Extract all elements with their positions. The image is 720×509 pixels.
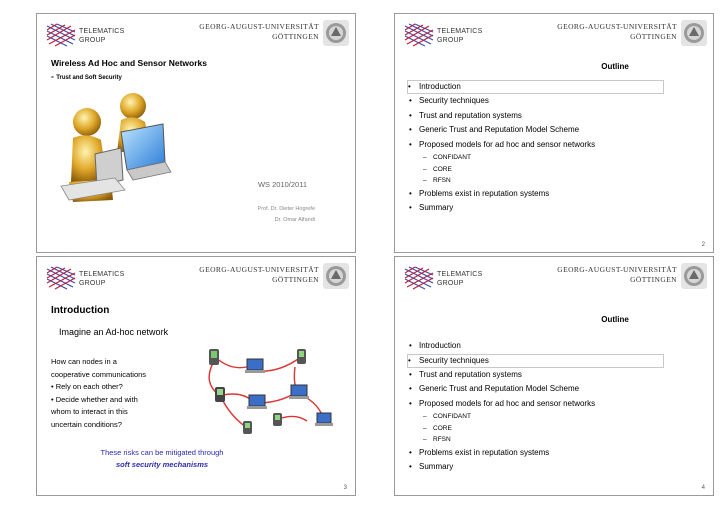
telematics-group-logo (45, 265, 155, 293)
outline-item: • Proposed models for ad hoc and sensor networks (409, 397, 659, 412)
outline-item: • Introduction (409, 339, 659, 354)
slide-outline-2 (394, 256, 714, 496)
figures-with-laptops-image (51, 82, 176, 207)
semester-label: WS 2010/2011 (257, 180, 307, 189)
question-text: How can nodes in a cooperative communications • Rely on each other? • Decide whether and with whom to interact in this uncertain conditions? (51, 357, 147, 429)
presentation-title: Wireless Ad Hoc and Sensor Networks (51, 58, 207, 68)
university-seal-icon (681, 20, 707, 46)
outline-list (409, 80, 659, 216)
university-name: GEORG-AUGUST-UNIVERSITÄT GÖTTINGEN (199, 265, 319, 284)
outline-item: • Generic Trust and Reputation Model Scheme (409, 382, 659, 397)
device-icons (209, 349, 333, 434)
mobile-device-network-image (183, 343, 333, 435)
outline-subitem: – CONFIDANT (409, 152, 659, 164)
group-name: TELEMATICS GROUP (79, 271, 125, 287)
university-seal-icon (323, 263, 349, 289)
page-number: 4 (701, 485, 705, 491)
slide-outline-1 (394, 13, 714, 253)
telematics-grid-logo-icon (403, 265, 435, 291)
outline-item-introduction: • Introduction (407, 80, 664, 94)
outline-item: • Summary (409, 460, 659, 475)
authors: Prof. Dr. Dieter Hogrefe Dr. Omar Alfandi (257, 206, 315, 223)
soft-security-note: These risks can be mitigated through soft security mechanisms (100, 448, 224, 469)
outline-subitem: – CORE (409, 164, 659, 176)
outline-item-security-techniques: • Security techniques (407, 354, 664, 368)
outline-item: • Proposed models for ad hoc and sensor networks (409, 138, 659, 153)
outline-item: • Summary (409, 201, 659, 216)
outline-subitem: – RFSN (409, 175, 659, 187)
outline-title: Outline (601, 62, 629, 71)
telematics-grid-logo-icon (45, 265, 77, 291)
telematics-group-logo (403, 22, 513, 50)
outline-subitem: – CORE (409, 423, 659, 435)
university-name: GEORG-AUGUST-UNIVERSITÄT GÖTTINGEN (557, 22, 677, 41)
outline-list (409, 339, 659, 475)
group-name: TELEMATICS GROUP (79, 28, 125, 44)
slide-subheading: Imagine an Ad-hoc network (59, 327, 169, 337)
presentation-subtitle: - Trust and Soft Security (51, 71, 122, 81)
outline-item: • Problems exist in reputation systems (409, 446, 659, 461)
university-seal-icon (681, 263, 707, 289)
group-name: TELEMATICS GROUP (437, 271, 483, 287)
telematics-grid-logo-icon (45, 22, 77, 48)
outline-item: • Problems exist in reputation systems (409, 187, 659, 202)
university-name: GEORG-AUGUST-UNIVERSITÄT GÖTTINGEN (557, 265, 677, 284)
outline-item: • Trust and reputation systems (409, 109, 659, 124)
slide-heading: Introduction (51, 305, 110, 316)
outline-item: • Trust and reputation systems (409, 368, 659, 383)
page-number: 2 (701, 242, 705, 248)
slide-title (36, 13, 356, 253)
group-name: TELEMATICS GROUP (437, 28, 483, 44)
university-name: GEORG-AUGUST-UNIVERSITÄT GÖTTINGEN (199, 22, 319, 41)
telematics-group-logo (45, 22, 155, 50)
outline-subitem: – CONFIDANT (409, 411, 659, 423)
page-number: 3 (343, 485, 347, 491)
slide-introduction (36, 256, 356, 496)
outline-subitem: – RFSN (409, 434, 659, 446)
telematics-group-logo (403, 265, 513, 293)
outline-item: • Security techniques (409, 94, 659, 109)
telematics-grid-logo-icon (403, 22, 435, 48)
outline-title: Outline (601, 315, 629, 324)
outline-item: • Generic Trust and Reputation Model Scheme (409, 123, 659, 138)
university-seal-icon (323, 20, 349, 46)
